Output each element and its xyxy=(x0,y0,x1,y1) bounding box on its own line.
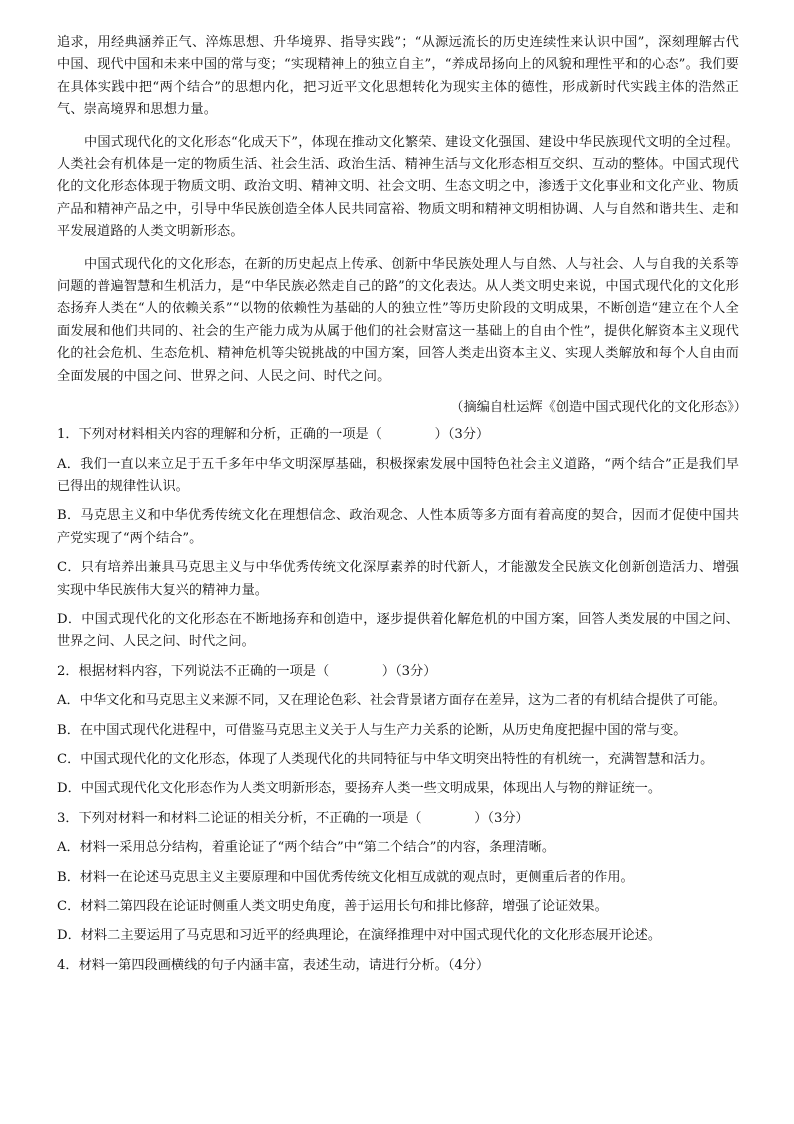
option-a: A．中华文化和马克思主义来源不同，又在理论色彩、社会背景诸方面存在差异，这为二者的有机结合提供了可能。 xyxy=(57,693,726,709)
option-b: B．马克思主义和中华优秀传统文化在理想信念、政治观念、人性本质等多方面有着高度的契合，因而才促使中国共产党实现了“两个结合”。 xyxy=(57,508,739,546)
passage-paragraph-2: 中国式现代化的文化形态“化成天下”，体现在推动文化繁荣、建设文化强国、建设中华民族现代文明的全过程。人类社会有机体是一定的物质生活、社会生活、政治生活、精神生活与文化形态相互交织、互动的整体。中国式现代化的文化形态体现于物质文明、政治文明、精神文明、社会文明、生态文明之中，渗透于文化事业和文化产业、物质产品和精神产品之中，引导中华民族创造全体人民共同富裕、物质文明和精神文明相协调、人与自然和谐共生、走和平发展道路的人类文明新形态。 xyxy=(57,134,739,240)
question-1 xyxy=(57,424,739,654)
passage-paragraph-3: 中国式现代化的文化形态，在新的历史起点上传承、创新中华民族处理人与自然、人与社会、人与自我的关系等问题的普遍智慧和生机活力，是“中华民族必然走自己的路”的文化表达。从人类文明史来说，中国式现代化的文化形态扬弃人类在“人的依赖关系”“以物的依赖性为基础的人的独立性”等历史阶段的文明成果，不断创造“建立在个人全面发展和他们共同的、社会的生产能力成为从属于他们的社会财富这一基础上的自由个性”，提供化解资本主义现代化的社会危机、生态危机、精神危机等尖锐挑战的中国方案，回答人类走出资本主义、实现人类解放和每个人自由而全面发展的中国之问、世界之问、人民之问、时代之问。 xyxy=(57,256,739,384)
option-d: D．材料二主要运用了马克思和习近平的经典理论，在演绎推理中对中国式现代化的文化形态展开论述。 xyxy=(57,928,662,944)
document-page xyxy=(57,0,747,977)
passage-paragraph-1: 追求，用经典涵养正气、淬炼思想、升华境界、指导实践”；“从源远流长的历史连续性来认识中国”，深刻理解古代中国、现代中国和未来中国的常与变；“实现精神上的独立自主”，“养成昂扬向上的风貌和理性平和的心态”。我们要在具体实践中把“两个结合”的思想内化，把习近平文化思想转化为现实主体的德性，形成新时代实践主体的浩然正气、崇高境界和思想力量。 xyxy=(57,35,739,118)
question-3 xyxy=(57,808,739,948)
option-d: D．中国式现代化文化形态作为人类文明新形态，要扬弃人类一些文明成果，体现出人与物的辩证统一。 xyxy=(57,781,662,797)
option-a: A．材料一采用总分结构，着重论证了“两个结合”中“第二个结合”的内容，条理清晰。 xyxy=(57,840,556,856)
question-stem: 1．下列对材料相关内容的理解和分析，正确的一项是（ ）（3分） xyxy=(57,427,490,443)
question-stem: 2．根据材料内容，下列说法不正确的一项是（ ）（3分） xyxy=(57,663,437,679)
option-c: C．材料二第四段在论证时侧重人类文明史角度，善于运用长句和排比修辞，增强了论证效果。 xyxy=(57,899,608,914)
option-a: A．我们一直以来立足于五千多年中华文明深厚基础，积极探索发展中国特色社会主义道路，“两个结合”正是我们早已得出的规律性认识。 xyxy=(57,456,739,494)
option-d: D．中国式现代化的文化形态在不断地扬弃和创造中，逐步提供着化解危机的中国方案，回答人类发展的中国之问、世界之问、人民之问、时代之问。 xyxy=(57,611,739,650)
question-stem: 4．材料一第四段画横线的句子内涵丰富，表述生动，请进行分析。（4分） xyxy=(57,957,490,973)
option-b: B．在中国式现代化进程中，可借鉴马克思主义关于人与生产力关系的论断，从历史角度把握中国的常与变。 xyxy=(57,722,687,738)
option-c: C．只有培养出兼具马克思主义与中华优秀传统文化深厚素养的时代新人，才能激发全民族文化创新创造活力、增强实现中华民族伟大复兴的精神力量。 xyxy=(57,560,739,598)
question-2 xyxy=(57,661,739,801)
question-stem: 3．下列对材料一和材料二论证的相关分析，不正确的一项是（ ）（3分） xyxy=(57,810,529,826)
option-b: B．材料一在论述马克思主义主要原理和中国优秀传统文化相互成就的观点时，更侧重后者的作用。 xyxy=(57,869,634,885)
passage-source: （摘编自杜运辉《创造中国式现代化的文化形态》） xyxy=(450,400,747,416)
question-4 xyxy=(57,955,739,977)
option-c: C．中国式现代化的文化形态，体现了人类现代化的共同特征与中华文明突出特性的有机统一，充满智慧和活力。 xyxy=(57,751,714,767)
